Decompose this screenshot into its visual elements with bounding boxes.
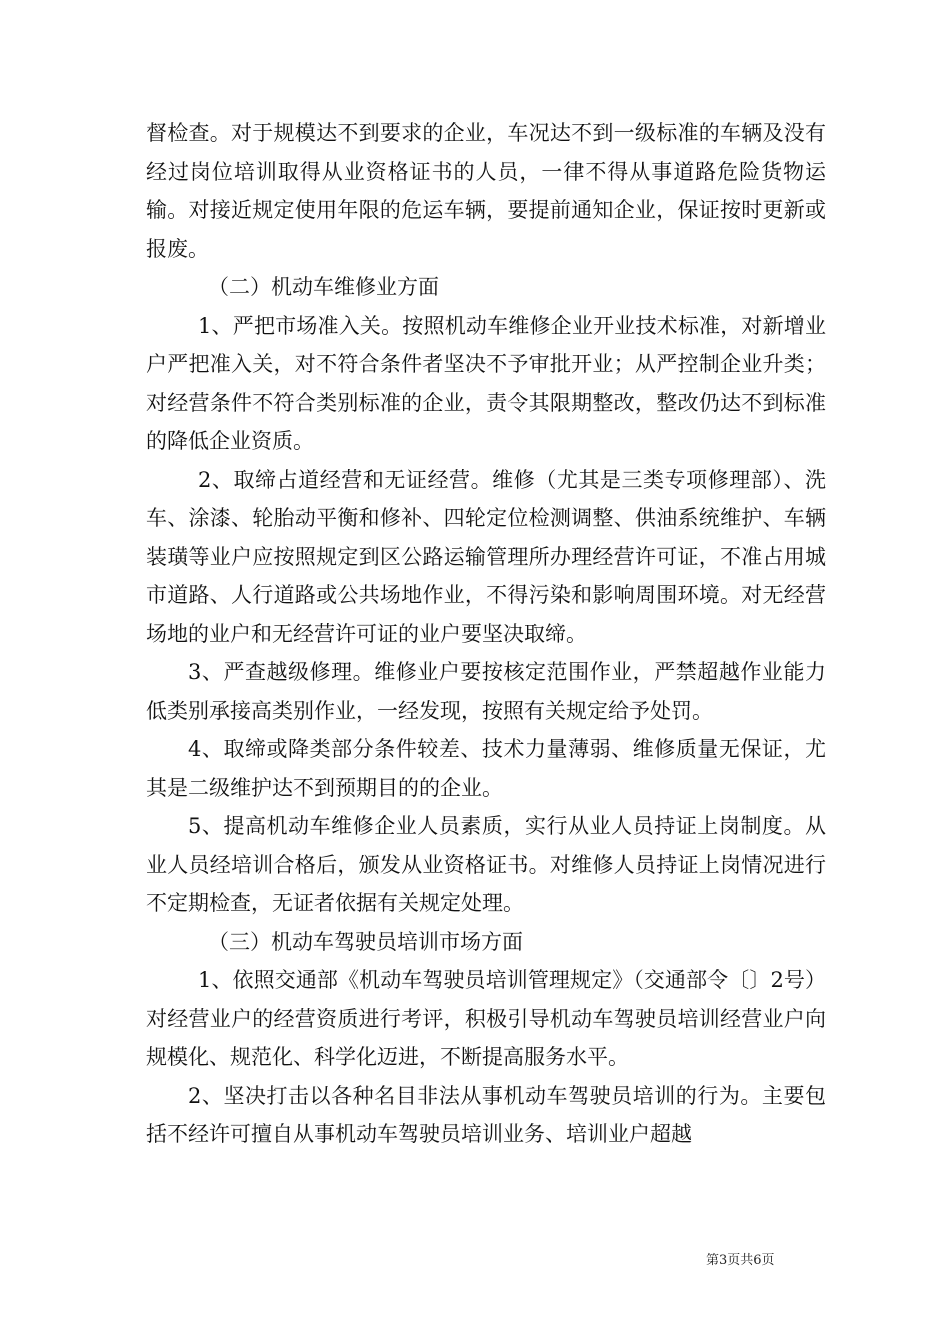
- page-number-footer: 第3页共6页: [706, 1253, 775, 1268]
- paragraph-item: 3、严查越级修理。维修业户要按核定范围作业，严禁超越作业能力低类别承接高类别作业，一经发现，按照有关规定给予处罚。: [146, 660, 826, 723]
- paragraph-item: 2、取缔占道经营和无证经营。维修（尤其是三类专项修理部）、洗车、涂漆、轮胎动平衡和修补、四轮定位检测调整、供油系统维护、车辆装璜等业户应按照规定到区公路运输管理所办理经营许可证，不准占用城市道路、人行道路或公共场地作业，不得污染和影响周围环境。对无经营场地的业户和无经营许可证的业户要坚决取缔。: [146, 467, 826, 646]
- section-heading-3: （三）机动车驾驶员培训市场方面: [208, 929, 523, 954]
- paragraph-item: 5、提高机动车维修企业人员素质，实行从业人员持证上岗制度。从业人员经培训合格后，颁发从业资格证书。对维修人员持证上岗情况进行不定期检查，无证者依据有关规定处理。: [146, 814, 826, 915]
- document-body: [146, 114, 826, 1154]
- paragraph-item: 1、严把市场准入关。按照机动车维修企业开业技术标准，对新增业户严把准入关，对不符合条件者坚决不予审批开业；从严控制企业升类；对经营条件不符合类别标准的企业，责令其限期整改，整改仍达不到标准的降低企业资质。: [146, 313, 826, 453]
- section-heading-2: （二）机动车维修业方面: [208, 275, 439, 299]
- paragraph-continuation: 督检查。对于规模达不到要求的企业，车况达不到一级标准的车辆及没有经过岗位培训取得从业资格证书的人员，一律不得从事道路危险货物运输。对接近规定使用年限的危运车辆，要提前通知企业，保证按时更新或报废。: [146, 121, 826, 261]
- paragraph-item: 4、取缔或降类部分条件较差、技术力量薄弱、维修质量无保证，尤其是二级维护达不到预期目的的企业。: [146, 737, 826, 800]
- paragraph-item: 2、坚决打击以各种名目非法从事机动车驾驶员培训的行为。主要包括不经许可擅自从事机动车驾驶员培训业务、培训业户超越: [146, 1083, 826, 1146]
- paragraph-item: 1、依照交通部《机动车驾驶员培训管理规定》（交通部令〔〕2号）对经营业户的经营资质进行考评，积极引导机动车驾驶员培训经营业户向规模化、规范化、科学化迈进，不断提高服务水平。: [146, 968, 826, 1069]
